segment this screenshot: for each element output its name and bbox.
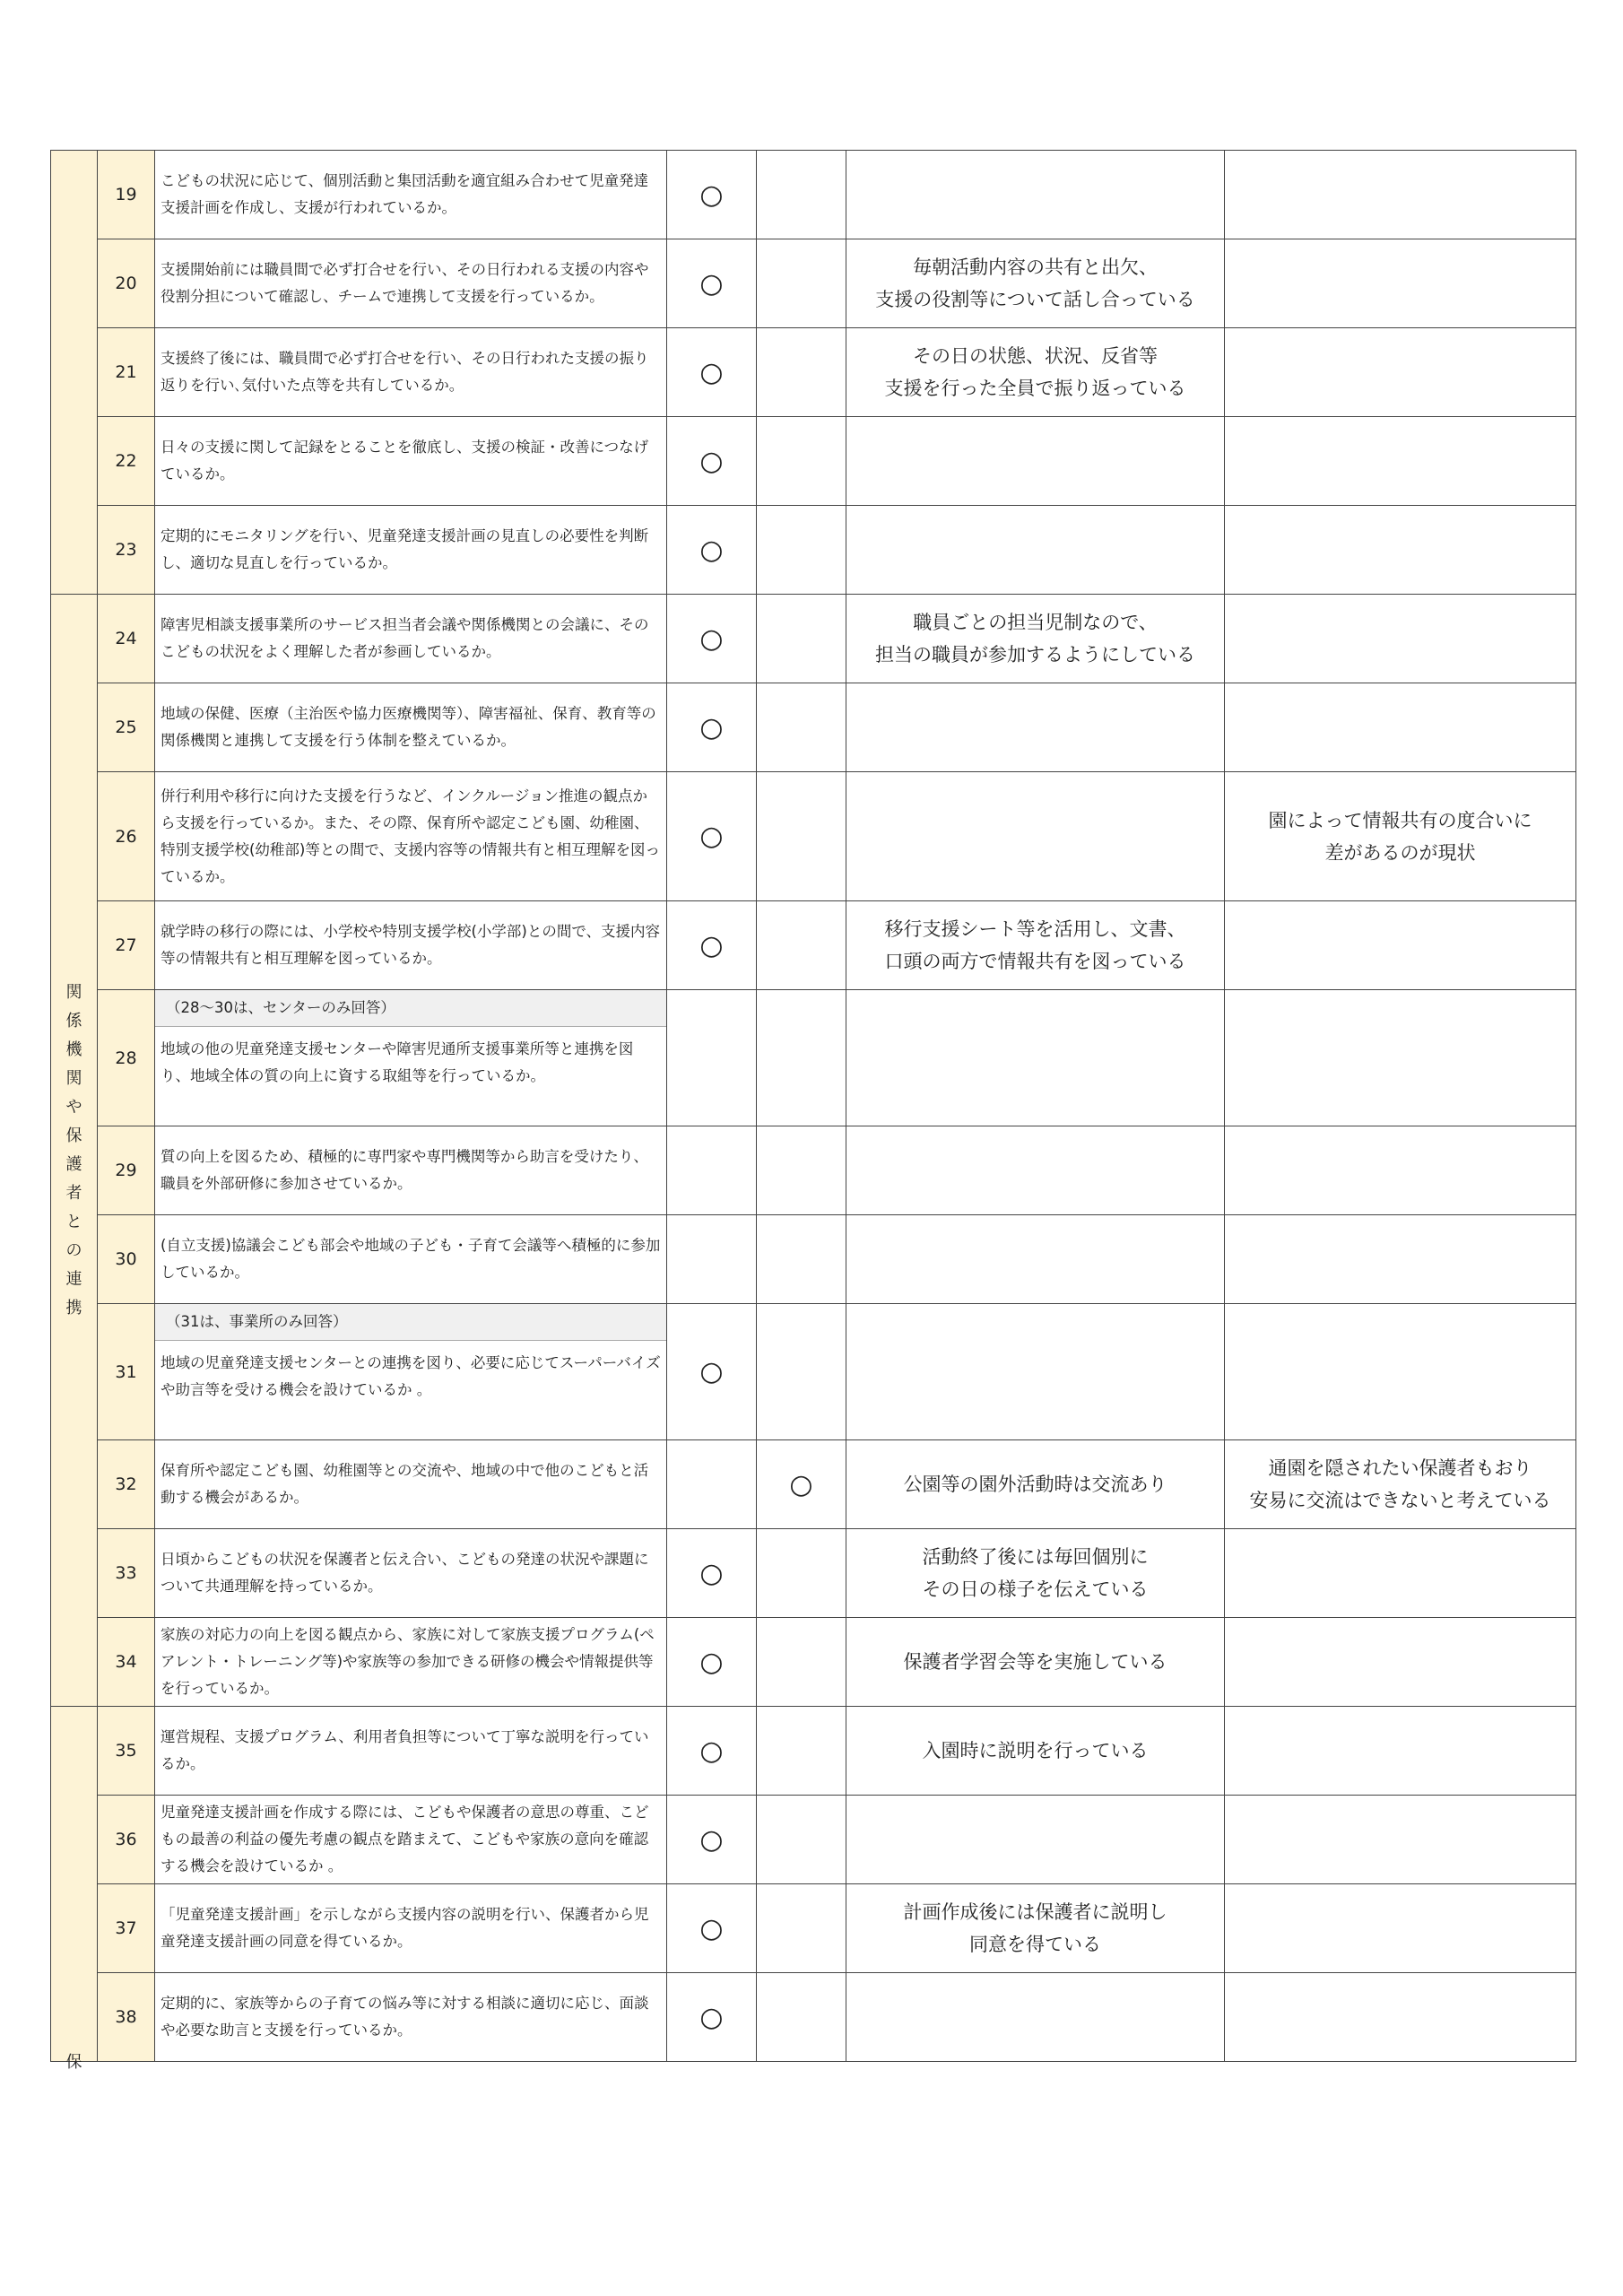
evaluation-sheet: [50, 150, 1575, 2074]
answer-no-cell[interactable]: [757, 1215, 846, 1304]
item-number: 31: [98, 1304, 155, 1440]
question-text: 児童発達支援計画を作成する際には、こどもや保護者の意思の尊重、こどもの最善の利益の優先考慮の観点を踏まえて、こどもや家族の意向を確認する機会を設けているか 。: [155, 1796, 667, 1884]
question-text: 定期的にモニタリングを行い、児童発達支援計画の見直しの必要性を判断し、適切な見直しを行っているか。: [155, 506, 667, 595]
improvement-cell: [1225, 595, 1576, 683]
improvement-cell: [1225, 151, 1576, 239]
table-row: [51, 1440, 1576, 1529]
answer-yes-cell[interactable]: ○: [667, 1973, 757, 2062]
question-note: （31は、事業所のみ回答）: [155, 1304, 666, 1341]
answer-yes-cell[interactable]: ○: [667, 1529, 757, 1618]
item-number: 19: [98, 151, 155, 239]
question-text: 保育所や認定こども園、幼稚園等との交流や、地域の中で他のこどもと活動する機会があるか。: [155, 1440, 667, 1529]
improvement-cell: [1225, 417, 1576, 506]
question-text: 併行利用や移行に向けた支援を行うなど、インクルージョン推進の観点から支援を行っているか。また、その際、保育所や認定こども園、幼稚園、特別支援学校(幼稚部)等との間で、支援内容等の情報共有と相互理解を図っているか。: [155, 772, 667, 901]
answer-yes-cell[interactable]: ○: [667, 772, 757, 901]
answer-no-cell[interactable]: [757, 1884, 846, 1973]
answer-no-cell[interactable]: [757, 1126, 846, 1215]
item-number: 26: [98, 772, 155, 901]
question-text: (自立支援)協議会こども部会や地域の子ども・子育て会議等へ積極的に参加しているか。: [155, 1215, 667, 1304]
remarks-cell: [846, 683, 1225, 772]
table-row: [51, 506, 1576, 595]
remarks-cell: 職員ごとの担当児制なので、 担当の職員が参加するようにしている: [846, 595, 1225, 683]
answer-no-cell[interactable]: [757, 1618, 846, 1707]
category-cell-support: [51, 151, 98, 595]
answer-yes-cell[interactable]: ○: [667, 328, 757, 417]
remarks-cell: [846, 1126, 1225, 1215]
question-text: 支援終了後には、職員間で必ず打合せを行い、その日行われた支援の振り返りを行い､気付いた点等を共有しているか。: [155, 328, 667, 417]
improvement-cell: [1225, 1707, 1576, 1796]
remarks-cell: [846, 506, 1225, 595]
table-row: [51, 901, 1576, 990]
answer-yes-cell[interactable]: ○: [667, 1707, 757, 1796]
remarks-cell: [846, 417, 1225, 506]
remarks-cell: その日の状態、状況、反省等 支援を行った全員で振り返っている: [846, 328, 1225, 417]
improvement-cell: [1225, 901, 1576, 990]
question-text: [155, 990, 667, 1126]
answer-no-cell[interactable]: [757, 1304, 846, 1440]
answer-yes-cell[interactable]: [667, 1126, 757, 1215]
item-number: 20: [98, 239, 155, 328]
answer-no-cell[interactable]: [757, 506, 846, 595]
question-text: 就学時の移行の際には、小学校や特別支援学校(小学部)との間で、支援内容等の情報共有と相互理解を図っているか。: [155, 901, 667, 990]
question-text: 定期的に、家族等からの子育ての悩み等に対する相談に適切に応じ、面談や必要な助言と支援を行っているか。: [155, 1973, 667, 2062]
remarks-cell: [846, 1796, 1225, 1884]
answer-yes-cell[interactable]: ○: [667, 151, 757, 239]
answer-yes-cell[interactable]: [667, 1215, 757, 1304]
table-row: [51, 990, 1576, 1126]
item-number: 30: [98, 1215, 155, 1304]
remarks-cell: [846, 1215, 1225, 1304]
answer-no-cell[interactable]: [757, 151, 846, 239]
remarks-cell: 毎朝活動内容の共有と出欠、 支援の役割等について話し合っている: [846, 239, 1225, 328]
answer-no-cell[interactable]: [757, 1707, 846, 1796]
answer-yes-cell[interactable]: ○: [667, 417, 757, 506]
evaluation-table: [50, 150, 1576, 2072]
answer-no-cell[interactable]: [757, 328, 846, 417]
table-row: [51, 1973, 1576, 2062]
improvement-cell: [1225, 1215, 1576, 1304]
table-row: [51, 1529, 1576, 1618]
answer-no-cell[interactable]: [757, 595, 846, 683]
remarks-cell: [846, 990, 1225, 1126]
answer-yes-cell[interactable]: [667, 990, 757, 1126]
item-number: 28: [98, 990, 155, 1126]
question-body: 地域の児童発達支援センターとの連携を図り、必要に応じてスーパーバイズや助言等を受ける機会を設けているか 。: [161, 1354, 661, 1398]
question-text: こどもの状況に応じて、個別活動と集団活動を適宜組み合わせて児童発達支援計画を作成し、支援が行われているか。: [155, 151, 667, 239]
item-number: 34: [98, 1618, 155, 1707]
improvement-cell: [1225, 1796, 1576, 1884]
item-number: 21: [98, 328, 155, 417]
answer-no-cell[interactable]: ○: [757, 1440, 846, 1529]
table-row: [51, 1215, 1576, 1304]
improvement-cell: [1225, 1618, 1576, 1707]
item-number: 29: [98, 1126, 155, 1215]
remarks-cell: [846, 151, 1225, 239]
answer-yes-cell[interactable]: ○: [667, 506, 757, 595]
table-row: [51, 1304, 1576, 1440]
table-row: [51, 1796, 1576, 1884]
improvement-cell: [1225, 1304, 1576, 1440]
table-row: [51, 595, 1576, 683]
improvement-cell: [1225, 1529, 1576, 1618]
improvement-cell: [1225, 1973, 1576, 2062]
answer-yes-cell[interactable]: ○: [667, 1796, 757, 1884]
table-row: [51, 683, 1576, 772]
remarks-cell: 保護者学習会等を実施している: [846, 1618, 1225, 1707]
answer-yes-cell[interactable]: ○: [667, 901, 757, 990]
table-row: [51, 1884, 1576, 1973]
question-text: 「児童発達支援計画」を示しながら支援内容の説明を行い、保護者から児童発達支援計画の同意を得ているか。: [155, 1884, 667, 1973]
remarks-cell: [846, 1973, 1225, 2062]
answer-no-cell[interactable]: [757, 683, 846, 772]
improvement-cell: [1225, 1884, 1576, 1973]
question-text: 日々の支援に関して記録をとることを徹底し、支援の検証・改善につなげているか。: [155, 417, 667, 506]
table-row: [51, 239, 1576, 328]
table-row: [51, 328, 1576, 417]
question-note: （28〜30は、センターのみ回答）: [155, 990, 666, 1027]
item-number: 24: [98, 595, 155, 683]
improvement-cell: 園によって情報共有の度合いに 差があるのが現状: [1225, 772, 1576, 901]
remarks-cell: [846, 772, 1225, 901]
question-text: 質の向上を図るため、積極的に専門家や専門機関等から助言を受けたり、職員を外部研修に参加させているか。: [155, 1126, 667, 1215]
item-number: 37: [98, 1884, 155, 1973]
improvement-cell: 通園を隠されたい保護者もおり 安易に交流はできないと考えている: [1225, 1440, 1576, 1529]
category-label-relations: 関 係 機 関 や 保 護 者 と の 連 携: [65, 982, 82, 1318]
answer-no-cell[interactable]: [757, 1973, 846, 2062]
category-cell-guardians: [51, 1707, 98, 2072]
table-row: [51, 151, 1576, 239]
question-text: 日頃からこどもの状況を保護者と伝え合い、こどもの発達の状況や課題について共通理解を持っているか。: [155, 1529, 667, 1618]
item-number: 36: [98, 1796, 155, 1884]
remarks-cell: 公園等の園外活動時は交流あり: [846, 1440, 1225, 1529]
table-row: [51, 417, 1576, 506]
remarks-cell: [846, 1304, 1225, 1440]
category-cell-relations: [51, 595, 98, 1707]
answer-no-cell[interactable]: [757, 1529, 846, 1618]
item-number: 25: [98, 683, 155, 772]
item-number: 23: [98, 506, 155, 595]
answer-no-cell[interactable]: [757, 239, 846, 328]
question-body: 地域の他の児童発達支援センターや障害児通所支援事業所等と連携を図り、地域全体の質の向上に資する取組等を行っているか。: [161, 1040, 634, 1084]
answer-no-cell[interactable]: [757, 417, 846, 506]
improvement-cell: [1225, 239, 1576, 328]
remarks-cell: 移行支援シート等を活用し、文書、 口頭の両方で情報共有を図っている: [846, 901, 1225, 990]
table-row: [51, 1126, 1576, 1215]
table-row: [51, 772, 1576, 901]
question-text: 支援開始前には職員間で必ず打合せを行い、その日行われる支援の内容や役割分担について確認し、チームで連携して支援を行っているか。: [155, 239, 667, 328]
answer-no-cell[interactable]: [757, 990, 846, 1126]
answer-yes-cell[interactable]: ○: [667, 595, 757, 683]
answer-no-cell[interactable]: [757, 901, 846, 990]
improvement-cell: [1225, 683, 1576, 772]
item-number: 27: [98, 901, 155, 990]
answer-no-cell[interactable]: [757, 1796, 846, 1884]
answer-yes-cell[interactable]: ○: [667, 1884, 757, 1973]
remarks-cell: 計画作成後には保護者に説明し 同意を得ている: [846, 1884, 1225, 1973]
question-text: [155, 1304, 667, 1440]
answer-no-cell[interactable]: [757, 772, 846, 901]
category-label-guardians: 保: [65, 2053, 82, 2072]
table-row: [51, 1618, 1576, 1707]
improvement-cell: [1225, 506, 1576, 595]
table-row: [51, 1707, 1576, 1796]
item-number: 38: [98, 1973, 155, 2062]
improvement-cell: [1225, 990, 1576, 1126]
remarks-cell: 活動終了後には毎回個別に その日の様子を伝えている: [846, 1529, 1225, 1618]
remarks-cell: 入園時に説明を行っている: [846, 1707, 1225, 1796]
item-number: 35: [98, 1707, 155, 1796]
item-number: 32: [98, 1440, 155, 1529]
improvement-cell: [1225, 328, 1576, 417]
question-text: 地域の保健、医療（主治医や協力医療機関等）、障害福祉、保育、教育等の関係機関と連携して支援を行う体制を整えているか。: [155, 683, 667, 772]
answer-yes-cell[interactable]: ○: [667, 1304, 757, 1440]
question-text: 障害児相談支援事業所のサービス担当者会議や関係機関との会議に、そのこどもの状況をよく理解した者が参画しているか。: [155, 595, 667, 683]
question-text: 運営規程、支援プログラム、利用者負担等について丁寧な説明を行っているか。: [155, 1707, 667, 1796]
answer-yes-cell[interactable]: [667, 1440, 757, 1529]
answer-yes-cell[interactable]: ○: [667, 239, 757, 328]
improvement-cell: [1225, 1126, 1576, 1215]
answer-yes-cell[interactable]: ○: [667, 1618, 757, 1707]
question-text: 家族の対応力の向上を図る観点から、家族に対して家族支援プログラム(ペアレント・トレーニング等)や家族等の参加できる研修の機会や情報提供等を行っているか。: [155, 1618, 667, 1707]
item-number: 33: [98, 1529, 155, 1618]
item-number: 22: [98, 417, 155, 506]
answer-yes-cell[interactable]: ○: [667, 683, 757, 772]
